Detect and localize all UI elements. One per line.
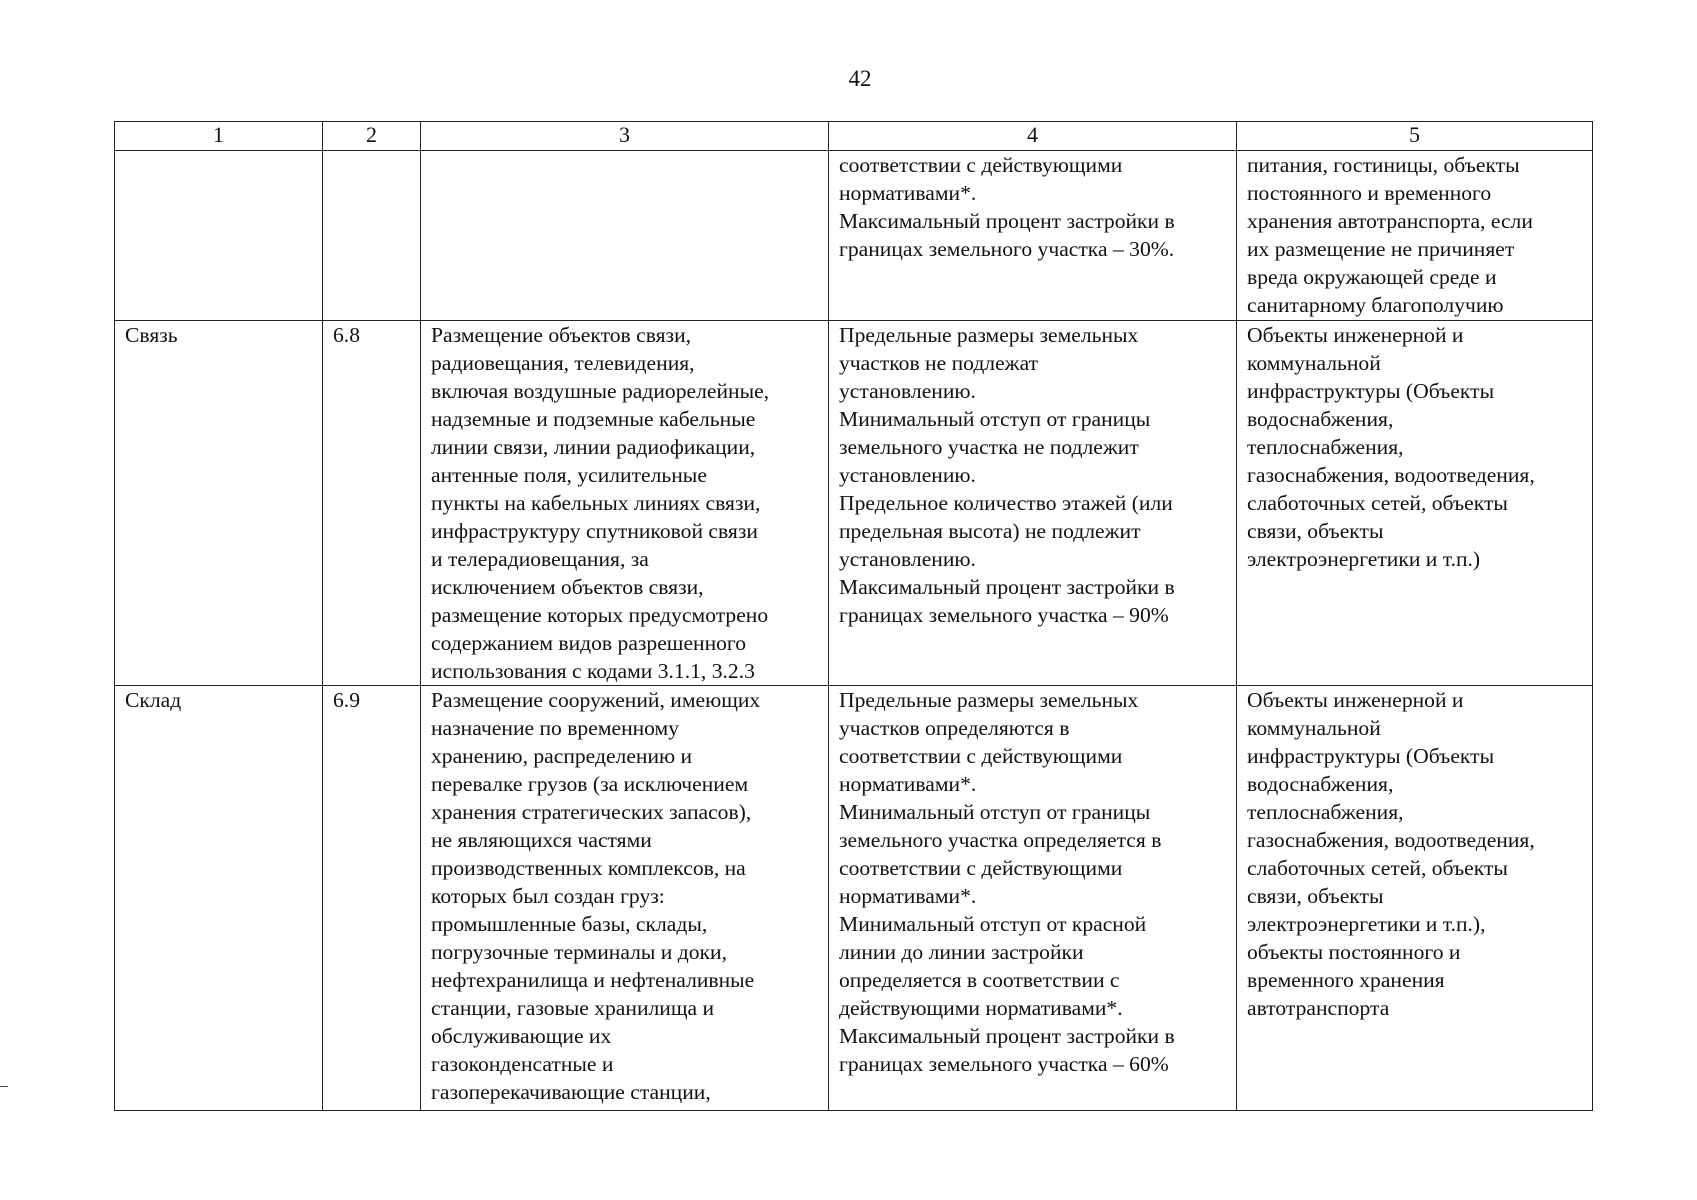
cell-text-line: нормативами*. xyxy=(839,884,977,908)
use-description-cell xyxy=(421,321,829,686)
cell-text-line: слаботочных сетей, объекты xyxy=(1247,856,1508,880)
cell-text-line: которых был создан груз: xyxy=(431,884,665,908)
cell-text-line: размещение которых предусмотрено xyxy=(431,603,769,627)
cell-text-line: Объекты инженерной и xyxy=(1247,688,1464,712)
column-number-3: 3 xyxy=(421,122,829,151)
cell-text-line: газоснабжения, водоотведения, xyxy=(1247,828,1535,852)
cell-text-line: действующими нормативами*. xyxy=(839,996,1123,1020)
cell-text-line: земельного участка определяется в xyxy=(839,828,1162,852)
cell-text-line: теплоснабжения, xyxy=(1247,435,1404,459)
use-type-cell xyxy=(115,321,323,686)
cell-text-line: электроэнергетики и т.п.) xyxy=(1247,547,1481,571)
auxiliary-uses-cell xyxy=(1237,686,1593,1111)
cell-text-line: хранения стратегических запасов), xyxy=(431,800,752,824)
cell-text-line: объекты постоянного и xyxy=(1247,940,1461,964)
cell-text-line: не являющихся частями xyxy=(431,828,652,852)
cell-text-line: назначение по временному xyxy=(431,716,680,740)
cell-text-line: пункты на кабельных линиях связи, xyxy=(431,491,761,515)
use-type-cell xyxy=(115,151,323,321)
cell-text-line: промышленные базы, склады, xyxy=(431,912,708,936)
cell-text-line: инфраструктуру спутниковой связи xyxy=(431,519,758,543)
cell-text-line: инфраструктуры (Объекты xyxy=(1247,744,1495,768)
table-header-row xyxy=(115,122,1593,151)
auxiliary-uses-cell xyxy=(1237,321,1593,686)
cell-text-line: постоянного и временного xyxy=(1247,181,1492,205)
cell-text-line: Предельное количество этажей (или xyxy=(839,491,1173,515)
cell-text-line: установлению. xyxy=(839,379,976,403)
use-code-cell xyxy=(323,151,421,321)
cell-text-line: станции, газовые хранилища и xyxy=(431,996,715,1020)
use-code-cell xyxy=(323,321,421,686)
cell-text-line: и телерадиовещания, за xyxy=(431,547,649,571)
cell-text-line: питания, гостиницы, объекты xyxy=(1247,153,1520,177)
cell-text-line: перевалке грузов (за исключением xyxy=(431,772,749,796)
parameters-cell xyxy=(829,686,1237,1111)
cell-text-line: временного хранения xyxy=(1247,968,1445,992)
parameters-cell xyxy=(829,151,1237,321)
cell-text-line: включая воздушные радиорелейные, xyxy=(431,379,770,403)
cell-text-line: связи, объекты xyxy=(1247,519,1384,543)
cell-text-line: предельная высота) не подлежит xyxy=(839,519,1141,543)
cell-text-line: газоперекачивающие станции, xyxy=(431,1080,711,1104)
cell-text-line: Максимальный процент застройки в xyxy=(839,575,1175,599)
cell-text-line: хранения автотранспорта, если xyxy=(1247,209,1533,233)
cell-text-line: Объекты инженерной и xyxy=(1247,323,1464,347)
table-row xyxy=(115,151,1593,321)
cell-text-line: соответствии с действующими xyxy=(839,856,1123,880)
zoning-table xyxy=(114,121,1593,1111)
cell-text-line: участков определяются в xyxy=(839,716,1070,740)
cell-text-line: нормативами*. xyxy=(839,772,977,796)
cell-text-line: водоснабжения, xyxy=(1247,772,1394,796)
cell-text-line: Минимальный отступ от границы xyxy=(839,407,1151,431)
cell-text-line: радиовещания, телевидения, xyxy=(431,351,695,375)
cell-text-line: вреда окружающей среде и xyxy=(1247,265,1497,289)
cell-text-line: обслуживающие их xyxy=(431,1024,612,1048)
cell-text-line: исключением объектов связи, xyxy=(431,575,704,599)
cell-text-line: надземные и подземные кабельные xyxy=(431,407,756,431)
cell-text-line: связи, объекты xyxy=(1247,884,1384,908)
cell-text-line: инфраструктуры (Объекты xyxy=(1247,379,1495,403)
cell-text-line: погрузочные терминалы и доки, xyxy=(431,940,727,964)
cell-text-line: соответствии с действующими xyxy=(839,744,1123,768)
cell-text-line: коммунальной xyxy=(1247,351,1381,375)
column-number-2: 2 xyxy=(323,122,421,151)
cell-text-line: Максимальный процент застройки в xyxy=(839,209,1175,233)
cell-text-line: Размещение сооружений, имеющих xyxy=(431,688,761,712)
column-number-5: 5 xyxy=(1237,122,1593,151)
parameters-cell xyxy=(829,321,1237,686)
cell-text-line: границах земельного участка – 60% xyxy=(839,1052,1169,1076)
cell-text-line: нефтехранилища и нефтеналивные xyxy=(431,968,755,992)
cell-text-line: границах земельного участка – 90% xyxy=(839,603,1169,627)
cell-text-line: участков не подлежат xyxy=(839,351,1039,375)
cell-text-line: санитарному благополучию xyxy=(1247,293,1504,317)
cell-text-line: газоснабжения, водоотведения, xyxy=(1247,463,1535,487)
cell-text-line: Максимальный процент застройки в xyxy=(839,1024,1175,1048)
cell-text-line: водоснабжения, xyxy=(1247,407,1394,431)
cell-text-line: земельного участка не подлежит xyxy=(839,435,1139,459)
cell-text-line: их размещение не причиняет xyxy=(1247,237,1515,261)
cell-text-line: определяется в соответствии с xyxy=(839,968,1120,992)
cell-text-line: содержанием видов разрешенного xyxy=(431,631,747,655)
cell-text-line: Предельные размеры земельных xyxy=(839,688,1139,712)
use-type-cell xyxy=(115,686,323,1111)
cell-text-line: Связь xyxy=(125,323,178,347)
cell-text-line: линии связи, линии радиофикации, xyxy=(431,435,756,459)
cell-text-line: линии до линии застройки xyxy=(839,940,1084,964)
table-row xyxy=(115,686,1593,1111)
cell-text-line: электроэнергетики и т.п.), xyxy=(1247,912,1486,936)
use-code-cell xyxy=(323,686,421,1111)
cell-text-line: Предельные размеры земельных xyxy=(839,323,1139,347)
cell-text-line: антенные поля, усилительные xyxy=(431,463,707,487)
cell-text-line: использования с кодами 3.1.1, 3.2.3 xyxy=(431,659,755,683)
cell-text-line: автотранспорта xyxy=(1247,996,1390,1020)
cell-text-line: установлению. xyxy=(839,463,976,487)
column-number-1: 1 xyxy=(115,122,323,151)
use-description-cell xyxy=(421,151,829,321)
scan-edge-mark xyxy=(0,1086,8,1087)
cell-text-line: коммунальной xyxy=(1247,716,1381,740)
cell-text-line: хранению, распределению и xyxy=(431,744,693,768)
auxiliary-uses-cell xyxy=(1237,151,1593,321)
use-description-cell xyxy=(421,686,829,1111)
table-row xyxy=(115,321,1593,686)
cell-text-line: производственных комплексов, на xyxy=(431,856,746,880)
cell-text-line: границах земельного участка – 30%. xyxy=(839,237,1175,261)
cell-text-line: установлению. xyxy=(839,547,976,571)
cell-text-line: теплоснабжения, xyxy=(1247,800,1404,824)
cell-text-line: Склад xyxy=(125,688,182,712)
cell-text-line: 6.9 xyxy=(333,688,360,712)
cell-text-line: Минимальный отступ от границы xyxy=(839,800,1151,824)
page-number: 42 xyxy=(848,66,872,91)
cell-text-line: нормативами*. xyxy=(839,181,977,205)
cell-text-line: 6.8 xyxy=(333,323,360,347)
cell-text-line: слаботочных сетей, объекты xyxy=(1247,491,1508,515)
cell-text-line: Минимальный отступ от красной xyxy=(839,912,1147,936)
cell-text-line: Размещение объектов связи, xyxy=(431,323,692,347)
column-number-4: 4 xyxy=(829,122,1237,151)
cell-text-line: соответствии с действующими xyxy=(839,153,1123,177)
cell-text-line: газоконденсатные и xyxy=(431,1052,614,1076)
